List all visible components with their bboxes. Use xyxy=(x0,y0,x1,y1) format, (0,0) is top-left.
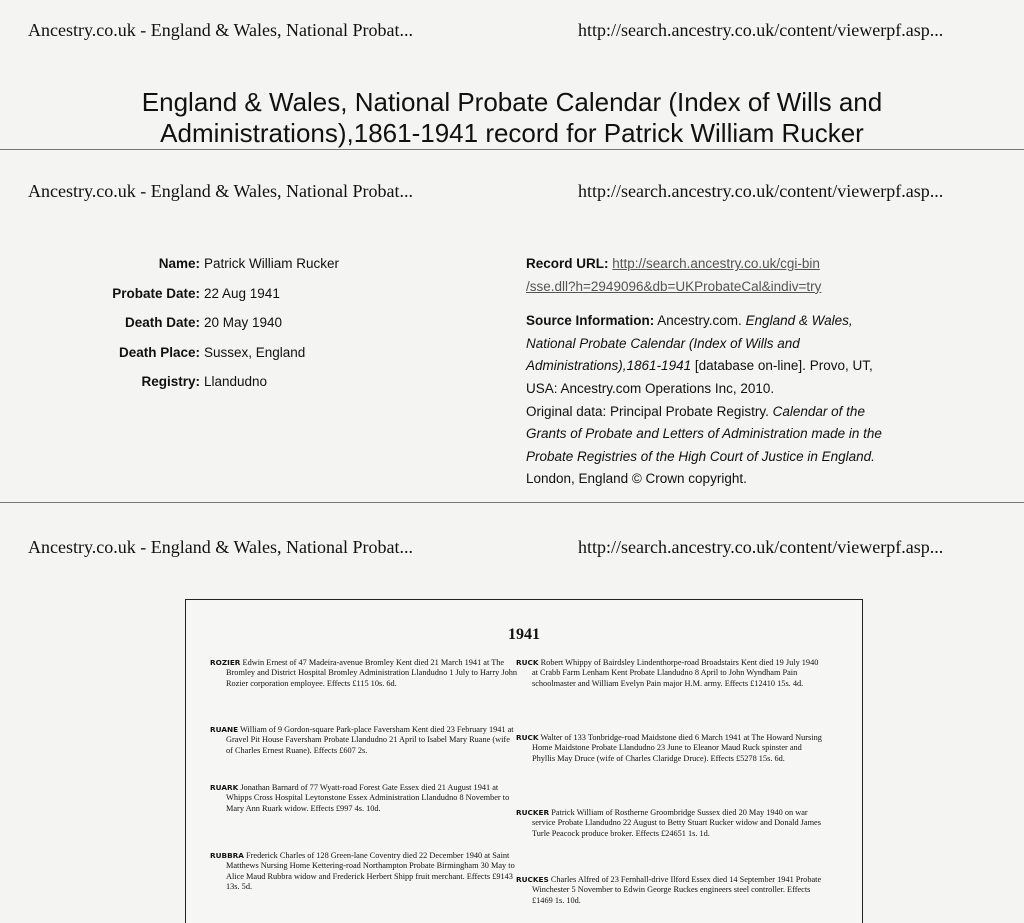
entry-text: Robert Whippy of Bairdsley Lindenthorpe-road Broadstairs Kent died 19 July 1940 at Crabb Farm Lenham Kent Probate Llandudno 8 April to John Wyndham Pain schoolmaster and William Evelyn Pain major H.M. army. Effects £12410 15s. 4d. xyxy=(532,658,819,688)
calendar-entry xyxy=(516,733,824,764)
print-header xyxy=(0,537,1024,561)
header-url: http://search.ancestry.co.uk/content/viewerpf.asp... xyxy=(578,181,944,201)
record-url-block xyxy=(526,253,996,298)
entry-text: Charles Alfred of 23 Fernhall-drive Ilford Essex died 14 September 1941 Probate Winchester 5 November to Edwin George Ruckes engineers steel controller. Effects £1469 1s. 10d. xyxy=(532,875,822,905)
entry-surname: RUCK xyxy=(516,658,539,667)
record-source-panel xyxy=(526,253,996,491)
page-title-line-1: England & Wales, National Probate Calendar (Index of Wills and xyxy=(141,87,883,117)
record-url-label: Record URL: xyxy=(526,256,609,271)
source-title: England & Wales, xyxy=(745,313,853,329)
field-label: Probate Date: xyxy=(112,285,200,301)
calendar-entry xyxy=(516,875,824,906)
header-site-title: Ancestry.co.uk - England & Wales, National Probat... xyxy=(28,537,413,557)
header-site-title: Ancestry.co.uk - England & Wales, National Probat... xyxy=(28,181,413,201)
entry-surname: RUARK xyxy=(210,783,239,792)
divider xyxy=(0,502,1024,503)
header-site-title: Ancestry.co.uk - England & Wales, National Probat... xyxy=(28,20,413,40)
entry-text: Frederick Charles of 128 Green-lane Coventry died 22 December 1940 at Saint Matthews Nursing Home Kettering-road Northampton Probate Birmingham 30 May to Alice Maud Rubbra widow and Frederick Herbert Shipp fruit merchant. Effects £9143 13s. 5d. xyxy=(226,851,515,892)
source-label: Source Information: xyxy=(526,313,655,329)
field-name xyxy=(60,256,480,286)
calendar-page-image xyxy=(185,599,863,923)
source-text: Original data: Principal Probate Registry. xyxy=(526,403,769,419)
source-text: London, England © Crown copyright. xyxy=(526,471,747,487)
source-information xyxy=(526,310,996,491)
source-text: [database on-line]. Provo, UT, xyxy=(694,358,873,374)
field-probate-date xyxy=(60,286,480,316)
entry-text: Patrick William of Rostherne Groombridge Sussex died 20 May 1940 on war service Probate Llandudno 22 August to Betty Stuart Rucker widow and Donald James Turle Peacock produce broker. Effects £24651 1s. 1d. xyxy=(532,808,821,838)
entry-surname: ROZIER xyxy=(210,658,241,667)
field-label: Death Place: xyxy=(118,344,200,360)
record-url-link[interactable]: http://search.ancestry.co.uk/cgi-bin xyxy=(612,256,820,271)
entry-text: Jonathan Barnard of 77 Wyatt-road Forest Gate Essex died 21 August 1941 at Whipps Cross Hospital Leytonstone Essex Administration Llandudno 8 November to Mary Ann Ruark widow. Effects £997 4s. 10d. xyxy=(226,783,510,813)
source-title: Administrations),1861-1941 xyxy=(526,358,692,374)
source-title: Calendar of the xyxy=(772,403,865,419)
print-header xyxy=(0,181,1024,205)
entry-surname: RUCKES xyxy=(516,875,549,884)
print-header xyxy=(0,20,1024,44)
page-title xyxy=(60,87,964,149)
calendar-entry xyxy=(516,808,824,839)
field-label: Name: xyxy=(158,256,200,271)
calendar-entry xyxy=(210,851,518,893)
source-text: Ancestry.com. xyxy=(657,313,742,329)
field-value: Llandudno xyxy=(204,374,268,389)
calendar-entry xyxy=(210,658,518,689)
calendar-entry xyxy=(210,783,518,814)
field-value: 20 May 1940 xyxy=(204,315,283,330)
divider xyxy=(0,149,1024,150)
field-value: Sussex, England xyxy=(204,344,306,360)
source-title: Grants of Probate and Letters of Administration made in the xyxy=(526,426,882,442)
calendar-entry xyxy=(210,725,518,756)
entry-text: William of 9 Gordon-square Park-place Faversham Kent died 23 February 1941 at Gravel Pit House Faversham Probate Llandudno 21 April to Isabel Mary Ruane (wife of Charles Ernest Ruane). Effects £607 2s. xyxy=(226,725,514,755)
entry-text: Walter of 133 Tonbridge-road Maidstone died 6 March 1941 at The Howard Nursing Home Maidstone Probate Llandudno 23 June to Eleanor Maud Ruck spinster and Phyllis May Druce (wife of Charles Claridge Druce). Effects £5278 15s. 6d. xyxy=(532,733,822,763)
calendar-entry xyxy=(516,658,824,689)
record-fields xyxy=(60,256,480,404)
entry-surname: RUBBRA xyxy=(210,851,244,860)
source-text: USA: Ancestry.com Operations Inc, 2010. xyxy=(526,380,775,396)
field-registry xyxy=(60,374,480,404)
page-title-line-2: Administrations),1861-1941 record for Patrick William Rucker xyxy=(160,118,864,148)
source-title: National Probate Calendar (Index of Wills and xyxy=(526,335,800,351)
header-url: http://search.ancestry.co.uk/content/viewerpf.asp... xyxy=(578,20,944,40)
entry-surname: RUCKER xyxy=(516,808,550,817)
field-death-place xyxy=(60,345,480,375)
record-url-link-cont[interactable]: /sse.dll?h=2949096&db=UKProbateCal&indiv=try xyxy=(526,278,822,294)
field-label: Registry: xyxy=(141,374,200,389)
field-value: Patrick William Rucker xyxy=(204,256,340,271)
header-url: http://search.ancestry.co.uk/content/viewerpf.asp... xyxy=(578,537,944,557)
source-title: Probate Registries of the High Court of Justice in England. xyxy=(526,448,875,464)
calendar-year: 1941 xyxy=(508,626,540,643)
field-death-date xyxy=(60,315,480,345)
entry-surname: RUCK xyxy=(516,733,539,742)
field-value: 22 Aug 1941 xyxy=(204,285,280,301)
entry-surname: RUANE xyxy=(210,725,239,734)
field-label: Death Date: xyxy=(124,315,200,330)
entry-text: Edwin Ernest of 47 Madeira-avenue Bromley Kent died 21 March 1941 at The Bromley and District Hospital Bromley Administration Llandudno 1 July to Harry John Rozier corporation employee. Effects £115 10s. 6d. xyxy=(226,658,518,688)
